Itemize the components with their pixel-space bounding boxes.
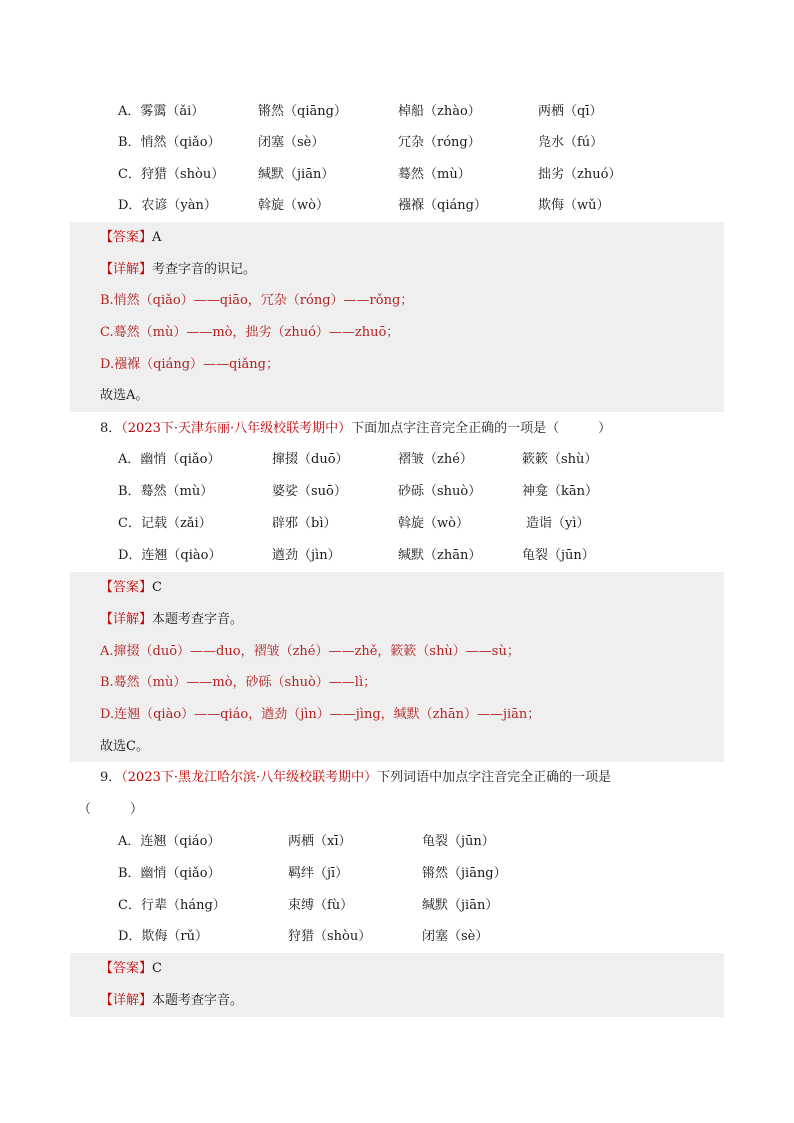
question-number: 8． xyxy=(100,421,122,436)
detail-intro: 考查字音的识记。 xyxy=(152,262,257,277)
option-word: 龟裂（jūn） xyxy=(522,548,595,563)
option-word: 锵然（qiāng） xyxy=(258,104,347,119)
answer-tag: 【答案】 xyxy=(100,230,153,245)
detail-tag: 【详解】 xyxy=(100,612,153,627)
option-word: 锵然（jiāng） xyxy=(422,866,507,881)
detail-tag: 【详解】 xyxy=(100,262,153,277)
option-word: C．记载（zǎi） xyxy=(118,516,212,531)
option-word: 蓦然（mù） xyxy=(398,167,471,182)
option-word: 凫水（fú） xyxy=(538,135,604,150)
option-word: 造诣（yì） xyxy=(526,516,590,531)
q8-detail-line: D.连翘（qiào）——qiáo，遒劲（jìn）——jìng，缄默（zhān）——jiān； xyxy=(100,707,541,722)
option-word: D．农谚（yàn） xyxy=(118,198,217,213)
option-word: 拙劣（zhuó） xyxy=(538,167,622,182)
q8-option-c xyxy=(0,508,794,540)
detail-intro: 本题考查字音。 xyxy=(152,993,244,1008)
option-word: 缄默（jiān） xyxy=(422,898,499,913)
answer-value: C xyxy=(152,580,162,595)
option-word: A．幽悄（qiǎo） xyxy=(118,452,221,467)
option-word: 两栖（xī） xyxy=(288,834,352,849)
q9-option-b xyxy=(0,858,794,890)
option-word: 龟裂（jūn） xyxy=(422,834,495,849)
q9-answer-paren: （ ） xyxy=(78,802,144,817)
q9-detail-intro xyxy=(100,985,243,1017)
option-word: 冗杂（róng） xyxy=(398,135,481,150)
q7-conclusion: 故选A。 xyxy=(100,388,149,403)
detail-tag: 【详解】 xyxy=(100,993,153,1008)
option-word: 撺掇（duō） xyxy=(272,452,349,467)
option-word: 襁褓（qiáng） xyxy=(398,198,487,213)
q7-option-c xyxy=(0,159,794,191)
option-word: B．幽悄（qiǎo） xyxy=(118,866,221,881)
option-word: 缄默（zhān） xyxy=(398,548,482,563)
q7-detail-line: B.悄然（qiǎo）——qiāo，冗杂（róng）——rǒng； xyxy=(100,293,414,308)
question-source: （2023下·天津东丽·八年级校联考期中） xyxy=(121,421,352,436)
q8-conclusion: 故选C。 xyxy=(100,739,149,754)
q8-option-a xyxy=(0,444,794,476)
option-word: C．狩猎（shòu） xyxy=(118,167,225,182)
detail-intro: 本题考查字音。 xyxy=(152,612,244,627)
answer-tag: 【答案】 xyxy=(100,580,153,595)
option-word: 闭塞（sè） xyxy=(258,135,325,150)
q9-option-d xyxy=(0,921,794,953)
question-source: （2023下·黑龙江哈尔滨·八年级校联考期中） xyxy=(121,770,378,785)
option-word: 羁绊（jī） xyxy=(288,866,349,881)
option-word: 婆娑（suō） xyxy=(272,484,347,499)
option-word: 辟邪（bì） xyxy=(272,516,337,531)
q9-stem xyxy=(100,762,611,794)
question-text: 下面加点字注音完全正确的一项是（ ） xyxy=(351,421,612,436)
option-word: 欺侮（wǔ） xyxy=(538,198,610,213)
question-text: 下列词语中加点字注音完全正确的一项是 xyxy=(377,770,612,785)
q7-option-b xyxy=(0,127,794,159)
option-word: 斡旋（wò） xyxy=(258,198,329,213)
option-word: A．雾霭（ǎi） xyxy=(118,104,205,119)
answer-tag: 【答案】 xyxy=(100,961,153,976)
answer-value: C xyxy=(152,961,162,976)
option-word: 簌簌（shù） xyxy=(522,452,598,467)
option-word: 棹船（zhào） xyxy=(398,104,481,119)
option-word: 砂砾（shuò） xyxy=(398,484,482,499)
option-word: 褶皱（zhé） xyxy=(398,452,473,467)
q7-detail-intro xyxy=(100,254,256,286)
option-word: 两栖（qī） xyxy=(538,104,603,119)
option-word: 闭塞（sè） xyxy=(422,929,489,944)
answer-value: A xyxy=(152,230,162,245)
option-word: 遒劲（jìn） xyxy=(272,548,341,563)
option-word: B．悄然（qiǎo） xyxy=(118,135,221,150)
option-word: C．行辈（háng） xyxy=(118,898,226,913)
option-word: 束缚（fù） xyxy=(288,898,354,913)
q8-answer-line xyxy=(100,572,162,604)
option-word: 斡旋（wò） xyxy=(398,516,469,531)
q8-option-d xyxy=(0,540,794,572)
q7-detail-line: C.蓦然（mù）——mò，拙劣（zhuó）——zhuō； xyxy=(100,325,400,340)
q9-option-a xyxy=(0,826,794,858)
option-word: D．欺侮（rǔ） xyxy=(118,929,209,944)
option-word: 狩猎（shòu） xyxy=(288,929,372,944)
option-word: 神龛（kān） xyxy=(522,484,599,499)
q8-stem xyxy=(100,413,611,445)
q7-option-a xyxy=(0,96,794,128)
option-word: D．连翘（qiào） xyxy=(118,548,222,563)
option-word: A．连翘（qiáo） xyxy=(118,834,221,849)
q8-detail-line: B.蓦然（mù）——mò，砂砾（shuò）——lì； xyxy=(100,675,377,690)
q7-detail-line: D.襁褓（qiáng）——qiǎng； xyxy=(100,357,279,372)
q8-detail-intro xyxy=(100,604,243,636)
q9-answer-line xyxy=(100,953,162,985)
option-word: 缄默（jiān） xyxy=(258,167,335,182)
q7-option-d xyxy=(0,190,794,222)
q9-option-c xyxy=(0,890,794,922)
q7-answer-line xyxy=(100,222,161,254)
question-number: 9． xyxy=(100,770,122,785)
option-word: B．蓦然（mù） xyxy=(118,484,214,499)
q8-option-b xyxy=(0,476,794,508)
q8-detail-line: A.撺掇（duō）——duo，褶皱（zhé）——zhě，簌簌（shù）——sù； xyxy=(100,644,520,659)
